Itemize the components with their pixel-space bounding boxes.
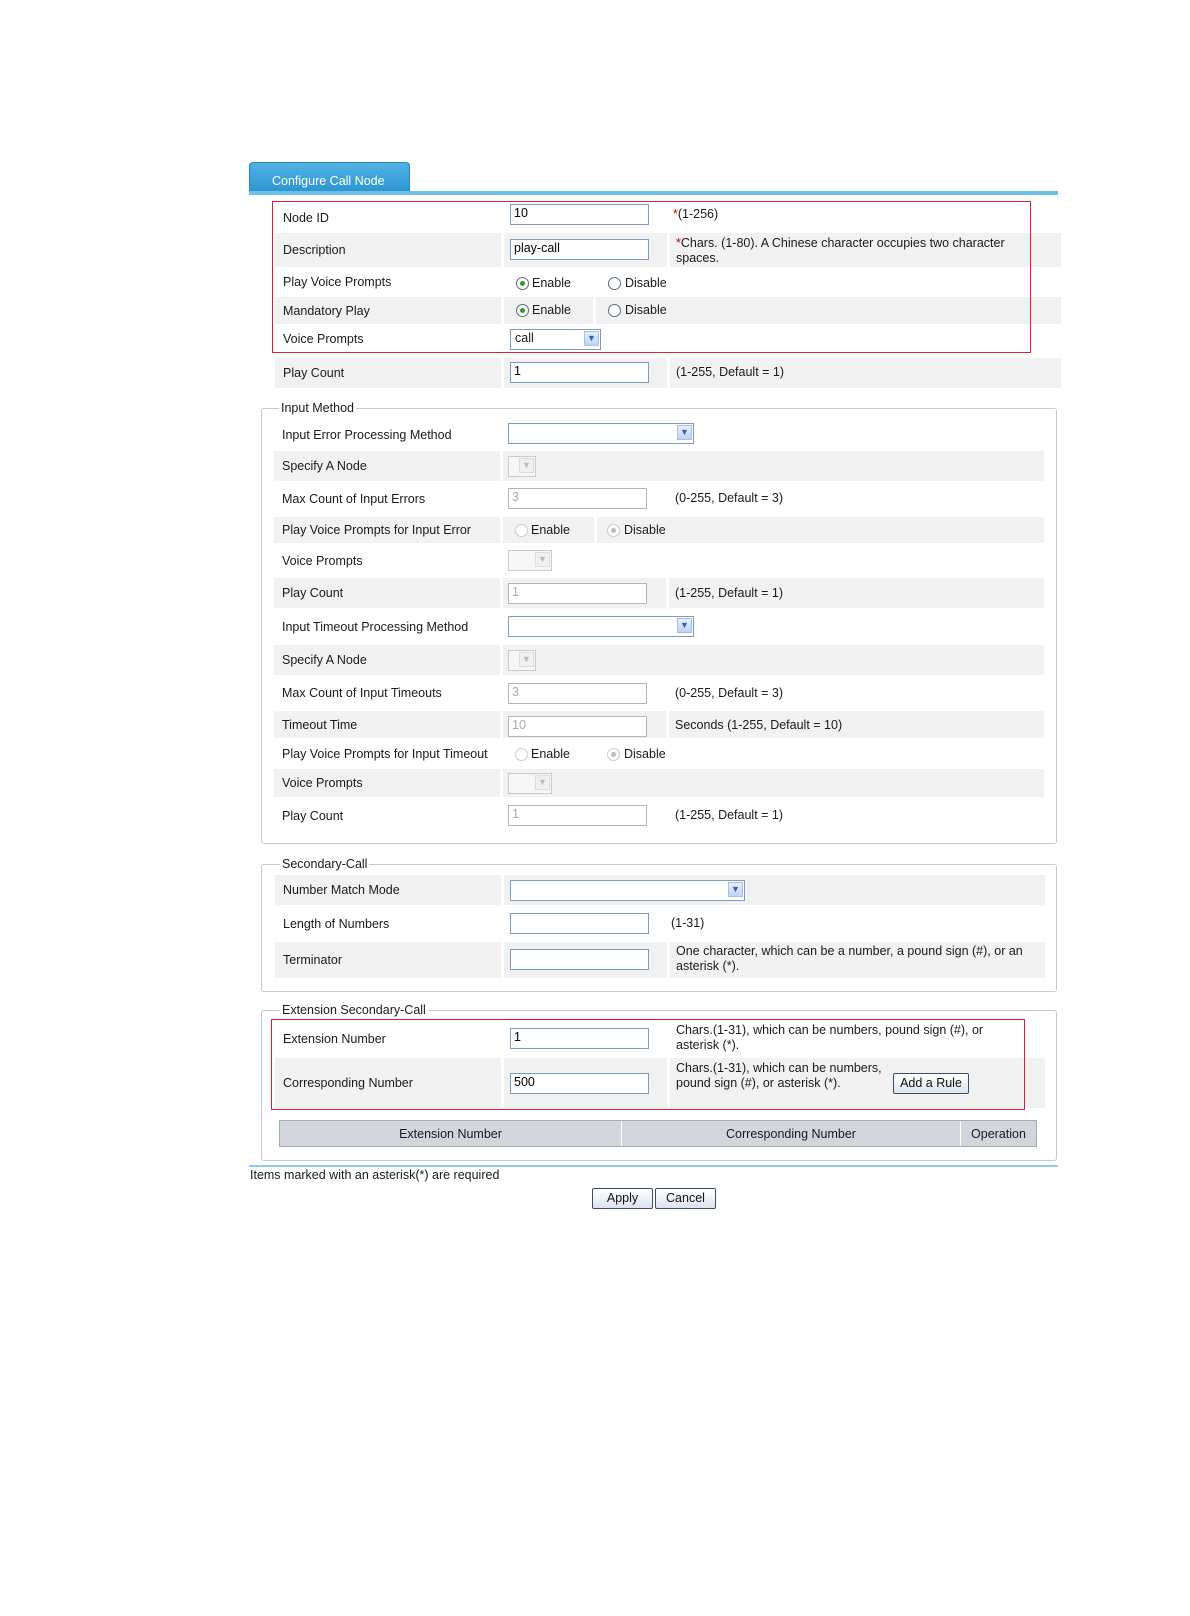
chevron-down-icon: ▼ <box>584 331 599 346</box>
extension-number-label: Extension Number <box>283 1032 386 1046</box>
tab-configure-call-node[interactable]: Configure Call Node <box>249 162 410 193</box>
divider <box>594 517 597 543</box>
row-input-timeout-method <box>274 612 1044 642</box>
voice-prompts-value: call <box>515 331 534 345</box>
chevron-down-icon: ▼ <box>677 618 692 633</box>
column-extension-number: Extension Number <box>399 1126 502 1141</box>
divider <box>500 578 503 608</box>
enable-label: Enable <box>532 303 571 317</box>
divider <box>667 942 670 978</box>
input-error-method-select[interactable] <box>508 423 694 444</box>
play-count-hint: (1-255, Default = 1) <box>675 586 784 600</box>
row-input-error-method <box>274 419 1044 450</box>
timeout-time-label: Timeout Time <box>282 717 358 732</box>
divider <box>666 711 669 738</box>
voice-prompts-select[interactable] <box>508 773 552 794</box>
row-specify-node-2 <box>274 645 1044 675</box>
specify-node-label: Specify A Node <box>282 653 367 667</box>
timeout-time-hint: Seconds (1-255, Default = 10) <box>675 718 843 732</box>
length-of-numbers-input[interactable] <box>510 913 649 934</box>
row-terminator <box>275 942 1045 978</box>
row-voice-prompts-1 <box>274 546 1044 576</box>
row-voice-prompts-2 <box>274 769 1044 797</box>
length-of-numbers-hint: (1-31) <box>671 916 705 930</box>
voice-prompts-label: Voice Prompts <box>283 332 364 346</box>
chevron-down-icon: ▼ <box>677 425 692 440</box>
input-method-legend: Input Method <box>281 401 354 415</box>
description-label: Description <box>283 243 346 257</box>
max-input-timeouts-hint: (0-255, Default = 3) <box>675 686 784 700</box>
length-of-numbers-label: Length of Numbers <box>283 917 390 931</box>
required-note: Items marked with an asterisk(*) are required <box>250 1168 500 1182</box>
terminator-label: Terminator <box>283 953 343 967</box>
disable-label: Disable <box>625 303 667 317</box>
highlight-box-extension <box>271 1019 1025 1110</box>
add-rule-button[interactable]: Add a Rule <box>893 1073 969 1094</box>
divider <box>500 517 503 543</box>
play-count-input[interactable]: 1 <box>508 805 647 826</box>
play-count-label: Play Count <box>282 586 344 600</box>
row-max-input-timeouts <box>274 678 1044 708</box>
row-play-count-1 <box>274 578 1044 608</box>
voice-prompts-label: Voice Prompts <box>282 554 363 568</box>
play-count-hint: (1-255, Default = 1) <box>675 808 784 822</box>
corresponding-number-label: Corresponding Number <box>283 1076 413 1090</box>
tab-underline <box>249 191 1058 195</box>
row-play-prompts-error <box>274 517 1044 543</box>
row-max-input-errors <box>274 484 1044 514</box>
cancel-button[interactable]: Cancel <box>655 1188 716 1209</box>
row-play-count-2 <box>274 801 1044 831</box>
specify-node-select[interactable] <box>508 650 536 671</box>
input-timeout-method-label: Input Timeout Processing Method <box>282 620 469 634</box>
row-timeout-time <box>274 711 1044 738</box>
chevron-down-icon: ▼ <box>535 552 550 567</box>
chevron-down-icon: ▼ <box>519 652 534 667</box>
description-input[interactable]: play-call <box>510 239 649 260</box>
play-voice-prompts-label: Play Voice Prompts <box>283 275 392 289</box>
play-count-label: Play Count <box>283 366 345 380</box>
row-length-of-numbers <box>275 909 1045 939</box>
row-number-match-mode <box>275 875 1045 905</box>
node-id-input[interactable]: 10 <box>510 204 649 225</box>
row-specify-node-1 <box>274 451 1044 481</box>
node-id-hint: *(1-256) <box>673 207 719 221</box>
chevron-down-icon: ▼ <box>728 882 743 897</box>
extension-number-input[interactable]: 1 <box>510 1028 649 1049</box>
max-input-errors-hint: (0-255, Default = 3) <box>675 491 784 505</box>
disable-label: Disable <box>624 747 666 761</box>
enable-label: Enable <box>531 747 570 761</box>
play-count-label: Play Count <box>282 809 344 823</box>
divider <box>501 358 504 388</box>
divider <box>500 711 503 738</box>
terminator-hint: One character, which can be a number, a pound sign (#), or an asterisk (*). <box>676 944 1023 973</box>
play-count-input[interactable]: 1 <box>508 583 647 604</box>
disable-label: Disable <box>624 523 666 537</box>
timeout-time-input[interactable]: 10 <box>508 716 647 737</box>
divider <box>500 769 503 797</box>
max-input-timeouts-input[interactable]: 3 <box>508 683 647 704</box>
extension-number-hint: Chars.(1-31), which can be numbers, pound sign (#), or asterisk (*). <box>676 1023 984 1052</box>
secondary-call-legend: Secondary-Call <box>282 857 368 871</box>
corresponding-number-hint: Chars.(1-31), which can be numbers, pound sign (#), or asterisk (*). <box>676 1061 882 1090</box>
play-prompts-error-enable-radio[interactable] <box>515 524 528 537</box>
description-hint: *Chars. (1-80). A Chinese character occupies two character spaces. <box>676 236 1005 265</box>
play-count-input[interactable]: 1 <box>510 362 649 383</box>
play-count-hint: (1-255, Default = 1) <box>676 365 785 379</box>
footer-divider <box>249 1165 1058 1167</box>
divider <box>500 451 503 481</box>
input-timeout-method-select[interactable] <box>508 616 694 637</box>
chevron-down-icon: ▼ <box>519 458 534 473</box>
play-prompts-error-label: Play Voice Prompts for Input Error <box>282 523 471 537</box>
apply-button[interactable]: Apply <box>592 1188 653 1209</box>
voice-prompts-label: Voice Prompts <box>282 776 363 790</box>
specify-node-select[interactable] <box>508 456 536 477</box>
row-play-prompts-timeout <box>274 740 1044 768</box>
divider <box>666 578 669 608</box>
play-prompts-error-disable-radio[interactable] <box>607 524 620 537</box>
number-match-mode-select[interactable] <box>510 880 745 901</box>
node-id-label: Node ID <box>283 211 329 225</box>
number-match-mode-label: Number Match Mode <box>283 883 400 897</box>
enable-label: Enable <box>532 276 571 290</box>
play-prompts-timeout-enable-radio[interactable] <box>515 748 528 761</box>
play-prompts-timeout-disable-radio[interactable] <box>607 748 620 761</box>
input-error-method-label: Input Error Processing Method <box>282 427 452 442</box>
extension-secondary-call-legend: Extension Secondary-Call <box>282 1003 426 1017</box>
divider <box>667 358 670 388</box>
disable-label: Disable <box>625 276 667 290</box>
voice-prompts-select[interactable] <box>508 550 552 571</box>
max-input-errors-label: Max Count of Input Errors <box>282 492 426 506</box>
column-corresponding-number: Corresponding Number <box>726 1126 856 1141</box>
column-operation: Operation <box>971 1126 1026 1141</box>
rules-table-header <box>279 1120 1037 1147</box>
divider <box>501 942 504 978</box>
play-prompts-timeout-label: Play Voice Prompts for Input Timeout <box>282 747 488 761</box>
enable-label: Enable <box>531 523 570 537</box>
chevron-down-icon: ▼ <box>535 775 550 790</box>
terminator-input[interactable] <box>510 949 649 970</box>
mandatory-play-label: Mandatory Play <box>283 303 370 318</box>
corresponding-number-input[interactable]: 500 <box>510 1073 649 1094</box>
divider <box>500 645 503 675</box>
max-input-timeouts-label: Max Count of Input Timeouts <box>282 686 442 700</box>
highlight-box-basic <box>272 201 1031 353</box>
specify-node-label: Specify A Node <box>282 459 367 473</box>
row-play-count <box>275 358 1061 388</box>
divider <box>501 875 504 905</box>
max-input-errors-input[interactable]: 3 <box>508 488 647 509</box>
